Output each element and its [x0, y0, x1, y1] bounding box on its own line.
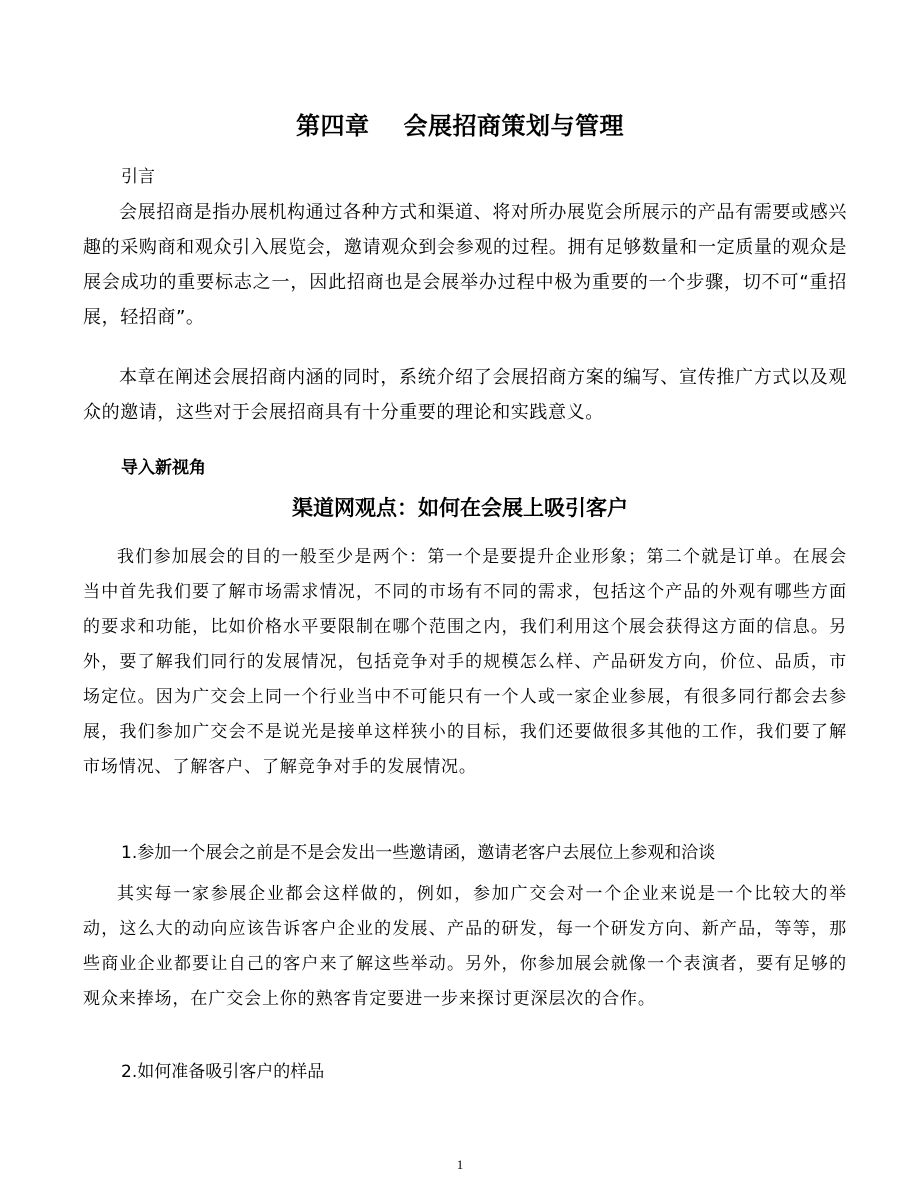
- chapter-label: 第四章: [296, 112, 370, 140]
- intro-paragraph-1: 会展招商是指办展机构通过各种方式和渠道、将对所办展览会所展示的产品有需要或感兴趣的采购商和观众引入展览会，邀请观众到会参观的过程。拥有足够数量和一定质量的观众是展会成功的重要标志之一，因此招商也是会展举办过程中极为重要的一个步骤，切不可“重招展，轻招商”。: [83, 202, 847, 328]
- section-1-heading: 1.参加一个展会之前是不是会发出一些邀请函，邀请老客户去展位上参观和洽谈: [121, 843, 716, 863]
- case-title: 渠道网观点：如何在会展上吸引客户: [292, 496, 628, 520]
- intro-paragraph-2: 本章在阐述会展招商内涵的同时，系统介绍了会展招商方案的编写、宣传推广方式以及观众的邀请，这些对于会展招商具有十分重要的理论和实践意义。: [83, 367, 847, 423]
- chapter-name: 会展招商策划与管理: [403, 112, 624, 140]
- chapter-title: [0, 108, 920, 144]
- section-2-heading: 2.如何准备吸引客户的样品: [121, 1062, 325, 1082]
- case-paragraph: 我们参加展会的目的一般至少是两个：第一个是要提升企业形象；第二个就是订单。在展会当中首先我们要了解市场需求情况，不同的市场有不同的需求，包括这个产品的外观有哪些方面的要求和功能，比如价格水平要限制在哪个范围之内，我们利用这个展会获得这方面的信息。另外，要了解我们同行的发展情况，包括竞争对手的规模怎么样、产品研发方向，价位、品质，市场定位。因为广交会上同一个行业当中不可能只有一个人或一家企业参展，有很多同行都会去参展，我们参加广交会不是说光是接单这样狭小的目标，我们还要做很多其他的工作，我们要了解市场情况、了解客户、了解竞争对手的发展情况。: [83, 547, 847, 777]
- page-number: 1: [456, 1157, 464, 1172]
- intro-heading: 引言: [121, 167, 155, 187]
- new-perspective-heading: 导入新视角: [121, 458, 206, 478]
- section-1-paragraph: 其实每一家参展企业都会这样做的，例如，参加广交会对一个企业来说是一个比较大的举动，这么大的动向应该告诉客户企业的发展、产品的研发，每一个研发方向、新产品，等等，那些商业企业都要让自己的客户来了解这些举动。另外，你参加展会就像一个表演者，要有足够的观众来捧场，在广交会上你的熟客肯定要进一步来探讨更深层次的合作。: [83, 884, 847, 1009]
